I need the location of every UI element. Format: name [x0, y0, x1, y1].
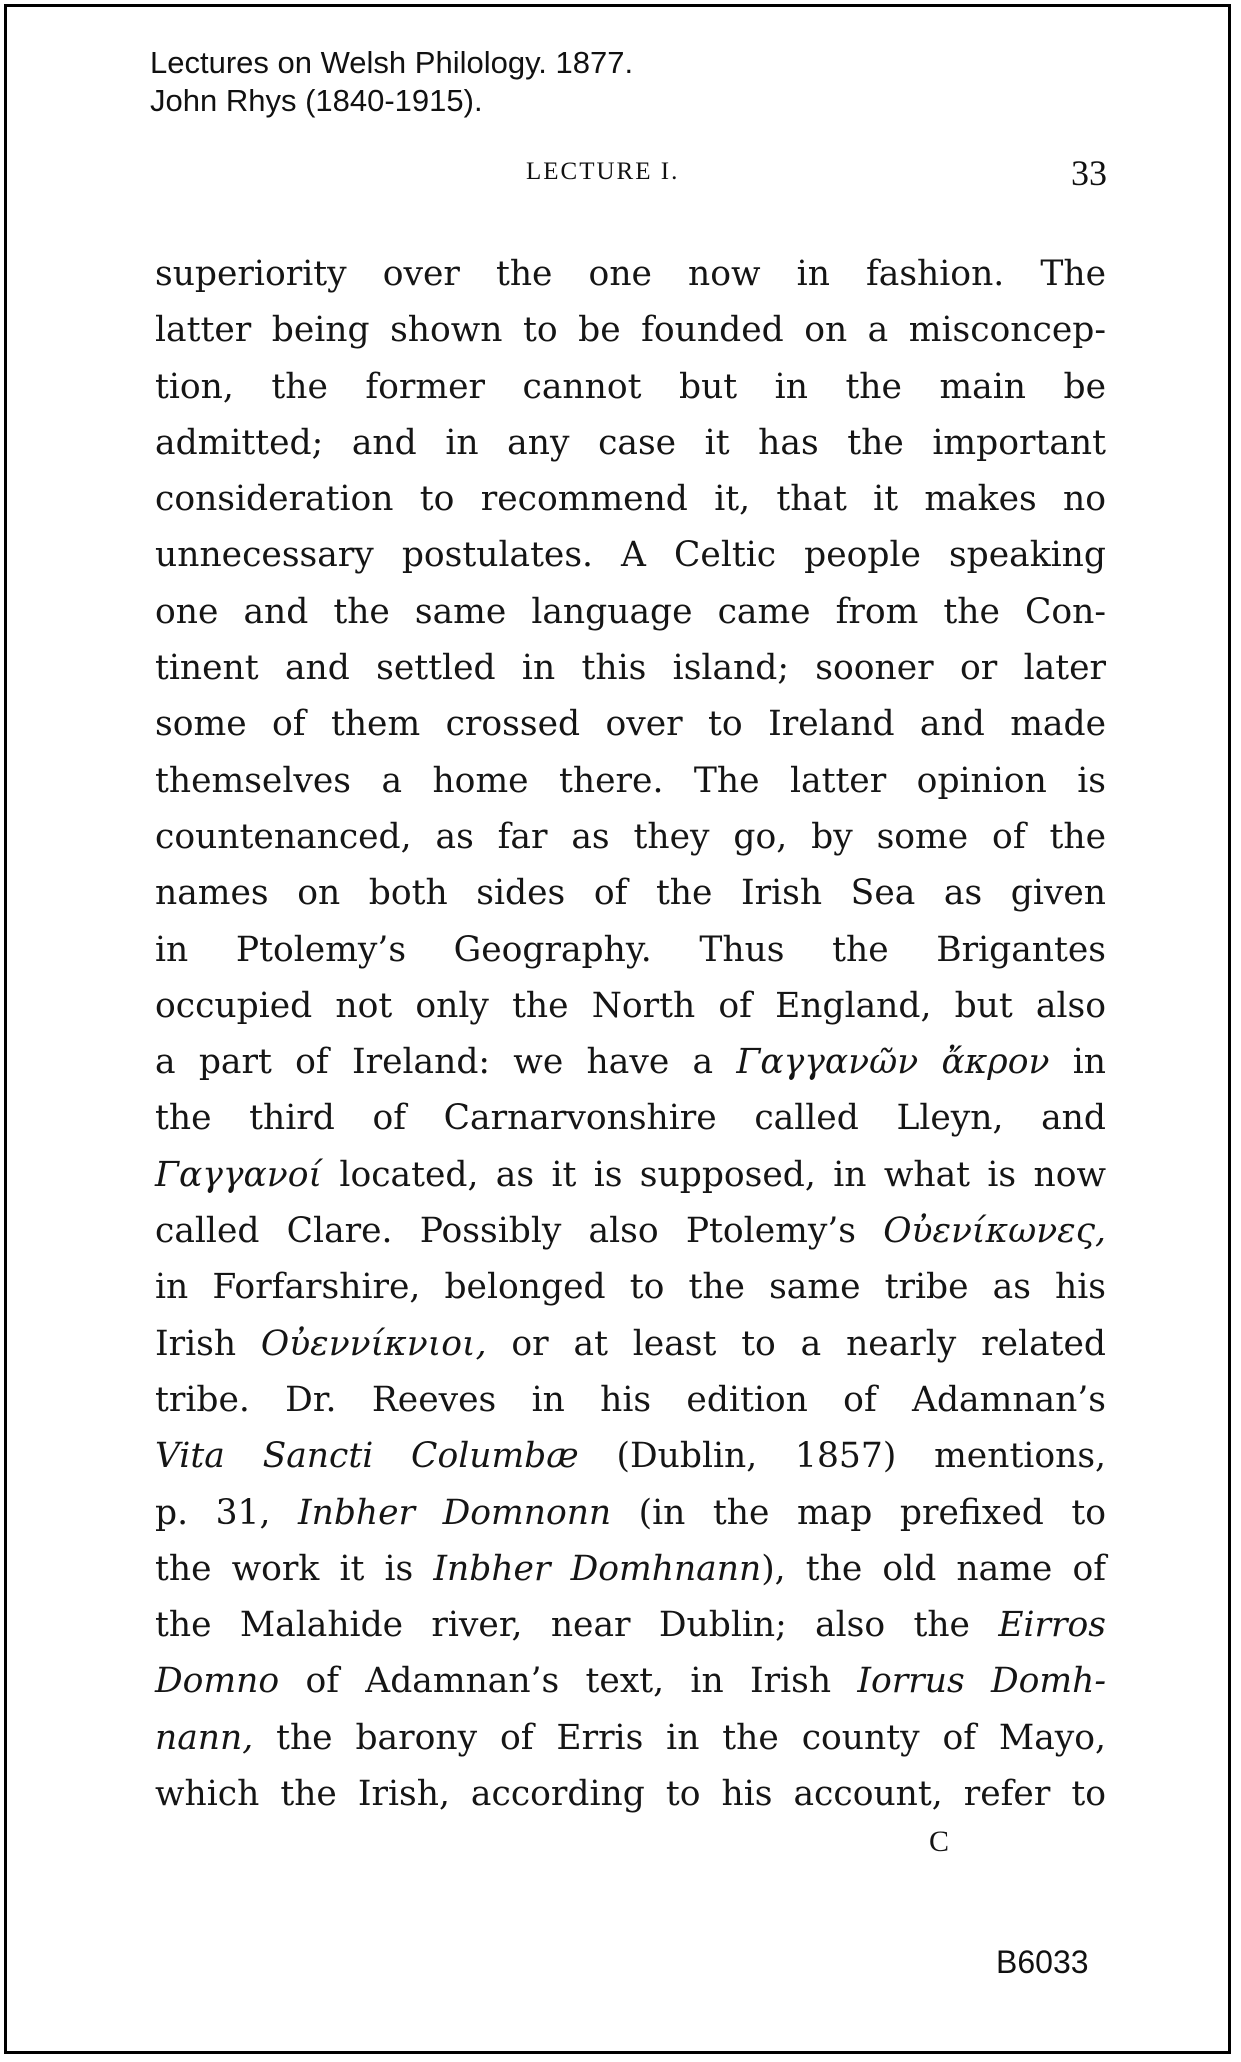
text-line [155, 809, 1106, 865]
text-run: the Malahide river, near Dublin; also the [155, 1605, 999, 1646]
text-line [155, 1428, 1106, 1484]
text-run: a part of Ireland: we have a [155, 1042, 737, 1083]
text-line [155, 527, 1106, 583]
text-line [155, 246, 1106, 302]
text-line [155, 1541, 1106, 1597]
text-run: countenanced, as far as they go, by some of the [155, 816, 1106, 857]
caption-author: John Rhys (1840-1915). [150, 83, 483, 118]
text-line [155, 1147, 1106, 1203]
text-run: unnecessary postulates. A Celtic people speaking [155, 535, 1106, 576]
text-run: the work it is [155, 1548, 434, 1589]
text-line [155, 1766, 1106, 1822]
text-run: themselves a home there. The latter opinion is [155, 760, 1106, 801]
text-line [155, 1090, 1106, 1146]
text-line [155, 640, 1106, 696]
italic-text: Οὐενίκωνες, [883, 1211, 1106, 1252]
text-run: one and the same language came from the Con- [155, 591, 1106, 632]
text-run: consideration to recommend it, that it makes no [155, 479, 1106, 520]
text-line [155, 978, 1106, 1034]
text-line [155, 1259, 1106, 1315]
text-run: (Dublin, 1857) mentions, [578, 1436, 1107, 1477]
text-line [155, 1034, 1106, 1090]
archive-id: B6033 [996, 1944, 1089, 1980]
text-run: Irish [155, 1323, 261, 1364]
text-line [155, 1485, 1106, 1541]
text-run: in Ptolemy’s Geography. Thus the Brigantes [155, 929, 1106, 970]
text-run: of Adamnan’s text, in Irish [279, 1661, 858, 1702]
text-run: which the Irish, according to his account, refer to [155, 1774, 1106, 1815]
book-caption [150, 44, 633, 120]
text-line [155, 1316, 1106, 1372]
text-run: p. 31, [155, 1492, 298, 1533]
text-run: tinent and settled in this island; sooner or later [155, 648, 1106, 689]
text-line [155, 865, 1106, 921]
body-text [155, 246, 1106, 1822]
text-line [155, 922, 1106, 978]
italic-text: Inbher Domhnann [433, 1548, 762, 1589]
italic-text: Domno [155, 1661, 280, 1702]
printer-signature-mark: C [929, 1825, 950, 1858]
text-line [155, 1372, 1106, 1428]
text-run: or at least to a nearly related [486, 1323, 1106, 1364]
text-line [155, 753, 1106, 809]
text-run: some of them crossed over to Ireland and made [155, 704, 1106, 745]
text-line [155, 471, 1106, 527]
italic-text: Γαγγανῶν ἄκρον [736, 1042, 1050, 1083]
text-run: located, as it is supposed, in what is now [322, 1154, 1106, 1195]
text-run: the third of Carnarvonshire called Lleyn, and [155, 1098, 1106, 1139]
text-run: names on both sides of the Irish Sea as given [155, 873, 1106, 914]
text-run: admitted; and in any case it has the important [155, 422, 1106, 463]
text-run: tribe. Dr. Reeves in his edition of Adamnan’s [155, 1379, 1106, 1420]
text-line [155, 359, 1106, 415]
caption-title: Lectures on Welsh Philology. 1877. [150, 45, 634, 80]
text-run: the barony of Erris in the county of Mayo, [253, 1717, 1106, 1758]
page-number: 33 [1071, 153, 1107, 193]
italic-text: Γαγγανοί [155, 1154, 323, 1195]
text-line [155, 696, 1106, 752]
text-line [155, 302, 1106, 358]
text-line [155, 1653, 1106, 1709]
italic-text: Οὐεννίκνιοι, [260, 1323, 487, 1364]
text-run: called Clare. Possibly also Ptolemy’s [155, 1211, 884, 1252]
italic-text: Eirros [998, 1605, 1106, 1646]
running-head: LECTURE I. [526, 158, 680, 185]
italic-text: Inbher Domnonn [297, 1492, 612, 1533]
text-line [155, 415, 1106, 471]
text-run: occupied not only the North of England, but also [155, 985, 1106, 1026]
text-line [155, 584, 1106, 640]
text-run: in Forfarshire, belonged to the same tribe as his [155, 1267, 1106, 1308]
text-run: ), the old name of [761, 1548, 1107, 1589]
text-run: superiority over the one now in fashion. The [155, 254, 1106, 294]
text-run: latter being shown to be founded on a misconcep- [155, 310, 1106, 351]
italic-text: Vita Sancti Columbæ [155, 1436, 579, 1477]
text-line [155, 1203, 1106, 1259]
text-run: in [1049, 1042, 1106, 1083]
text-run: tion, the former cannot but in the main be [155, 366, 1106, 407]
text-line [155, 1597, 1106, 1653]
text-run: (in the map prefixed to [611, 1492, 1106, 1533]
text-line [155, 1710, 1106, 1766]
italic-text: Iorrus Domh- [857, 1661, 1107, 1702]
italic-text: nann, [155, 1717, 254, 1758]
